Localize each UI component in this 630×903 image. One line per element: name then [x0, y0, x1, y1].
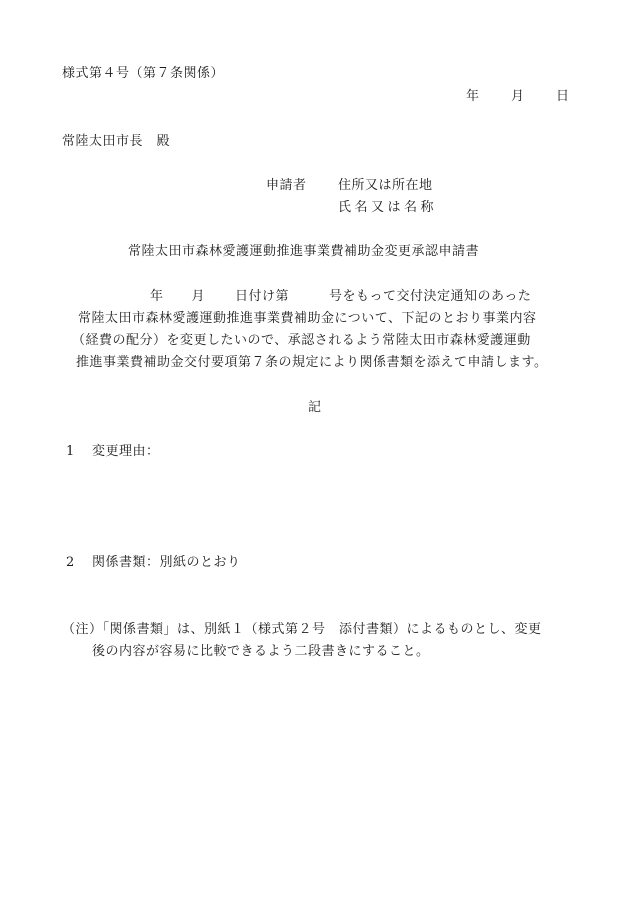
- note-line-1: （注）「関係書類」は、別紙１（様式第２号 添付書類）によるものとし、変更: [62, 622, 542, 637]
- note-line-2: 後の内容が容易に比較できるよう二段書きにすること。: [92, 644, 430, 659]
- body-line-2: 常陸太田市森林愛護運動推進事業費補助金について、下記のとおり事業内容: [78, 311, 537, 326]
- date-line: [466, 89, 569, 105]
- document-title: 常陸太田市森林愛護運動推進事業費補助金変更承認申請書: [128, 244, 480, 259]
- addressee: 常陸太田市長 殿: [62, 134, 171, 149]
- date-day: 日: [556, 89, 570, 104]
- item-1-number: 1: [66, 444, 75, 459]
- body-line-1: [150, 289, 531, 305]
- body-line-3: （経費の配分）を変更したいので、承認されるよう常陸太田市森林愛護運動: [72, 333, 531, 348]
- p1-date: 日付け第: [235, 289, 290, 304]
- body-line-4: 推進事業費補助金交付要項第７条の規定により関係書類を添えて申請します。: [76, 355, 548, 370]
- date-month: 月: [511, 89, 525, 104]
- p1-year: 年: [150, 289, 164, 304]
- applicant-label: 申請者: [266, 178, 307, 193]
- item-2-number: 2: [66, 555, 75, 570]
- ki-heading: 記: [308, 400, 322, 415]
- form-number: 様式第４号（第７条関係）: [62, 66, 225, 81]
- p1-month: 月: [191, 289, 206, 304]
- applicant-address-label: 住所又は所在地: [338, 178, 433, 193]
- item-2-text: 関係書類：別紙のとおり: [92, 555, 241, 570]
- p1-rest: 号をもって交付決定通知のあった: [329, 289, 532, 304]
- date-year: 年: [466, 89, 480, 104]
- item-1-text: 変更理由：: [92, 444, 160, 459]
- applicant-name-label: 氏名又は名称: [338, 200, 438, 215]
